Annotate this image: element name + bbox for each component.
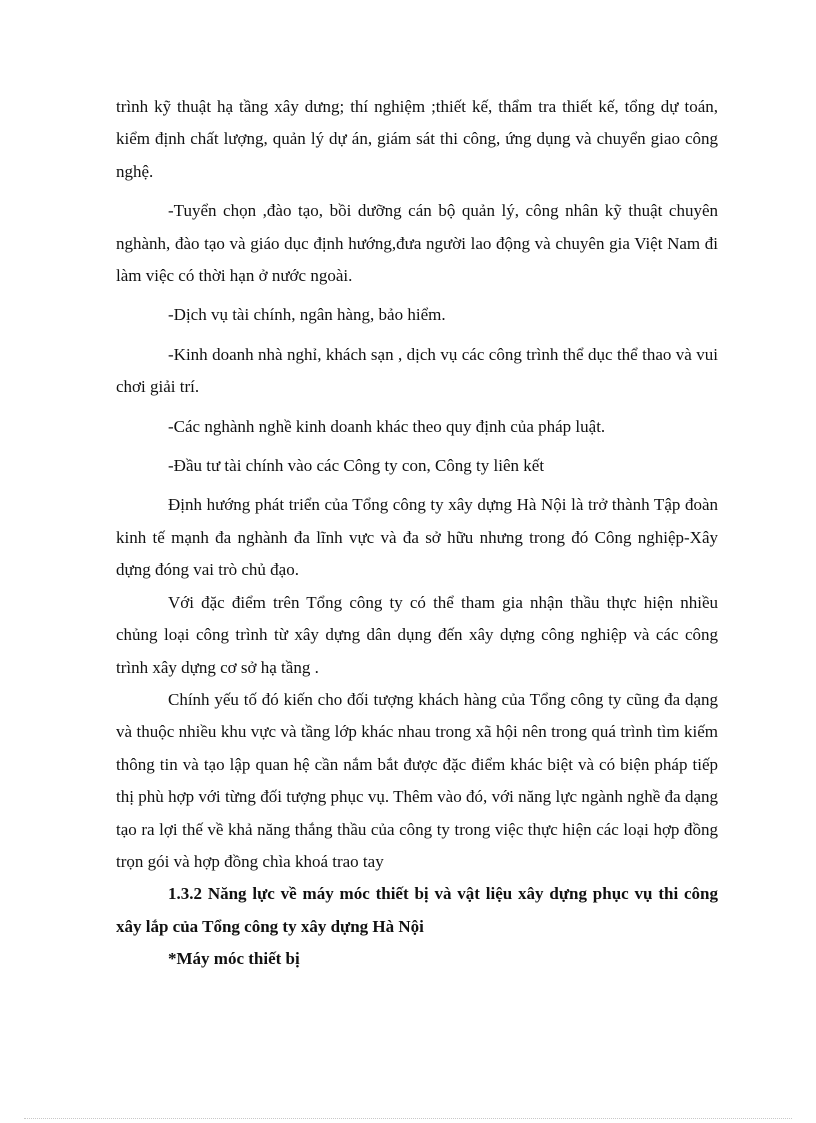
paragraph-customers: Chính yếu tố đó kiến cho đối tượng khách hàng của Tổng công ty cũng đa dạng và thuộc nhiều khu vực và tầng lớp khác nhau trong xã hội nên trong quá trình tìm kiếm thông tin và tạo lập quan hệ cần nắm bắt được đặc điểm khác biệt và có biện pháp tiếp thị phù hợp với từng đối tượng phục vụ. Thêm vào đó, với năng lực ngành nghề đa dạng tạo ra lợi thế về khả năng thắng thầu của công ty trong việc thực hiện các loại hợp đồng trọn gói và hợp đồng chìa khoá trao tay	[116, 689, 718, 871]
paragraph-other-business: -Các nghành nghề kinh doanh khác theo quy định của pháp luật.	[168, 416, 606, 436]
page-bottom-divider	[24, 1118, 792, 1119]
paragraph-continuation: trình kỹ thuật hạ tầng xây dưng; thí nghiệm ;thiết kế, thẩm tra thiết kế, tổng dự toán, kiểm định chất lượng, quản lý dự án, giám sát thi công, ứng dụng và chuyển giao công nghệ.	[116, 97, 718, 181]
paragraph-finance-services: -Dịch vụ tài chính, ngân hàng, bảo hiểm.	[168, 305, 446, 325]
paragraph-orientation: Định hướng phát triển của Tổng công ty xây dựng Hà Nội là trở thành Tập đoàn kinh tế mạnh đa nghành đa lĩnh vực và đa sở hữu nhưng trong đó Công nghiệp-Xây dựng đóng vai trò chủ đạo.	[116, 495, 718, 580]
section-heading: 1.3.2 Năng lực về máy móc thiết bị và vật liệu xây dựng phục vụ thi công xây lắp của Tổng công ty xây dựng Hà Nội	[116, 884, 718, 936]
paragraph-hospitality: -Kinh doanh nhà nghỉ, khách sạn , dịch vụ các công trình thể dục thể thao và vui chơi giải trí.	[116, 344, 718, 397]
document-body	[116, 91, 718, 976]
paragraph-recruitment: -Tuyển chọn ,đào tạo, bồi dưỡng cán bộ quản lý, công nhân kỹ thuật chuyên nghành, đào tạo và giáo dục định hướng,đưa người lao động và chuyên gia Việt Nam đi làm việc có thời hạn ở nước ngoài.	[116, 201, 718, 286]
paragraph-capabilities: Với đặc điểm trên Tổng công ty có thể tham gia nhận thầu thực hiện nhiều chủng loại công trình từ xây dựng dân dụng đến xây dựng công nghiệp và các công trình xây dựng cơ sở hạ tầng .	[116, 592, 718, 677]
sub-heading: *Máy móc thiết bị	[168, 949, 300, 969]
paragraph-investment: -Đầu tư tài chính vào các Công ty con, Công ty liên kết	[168, 456, 545, 476]
